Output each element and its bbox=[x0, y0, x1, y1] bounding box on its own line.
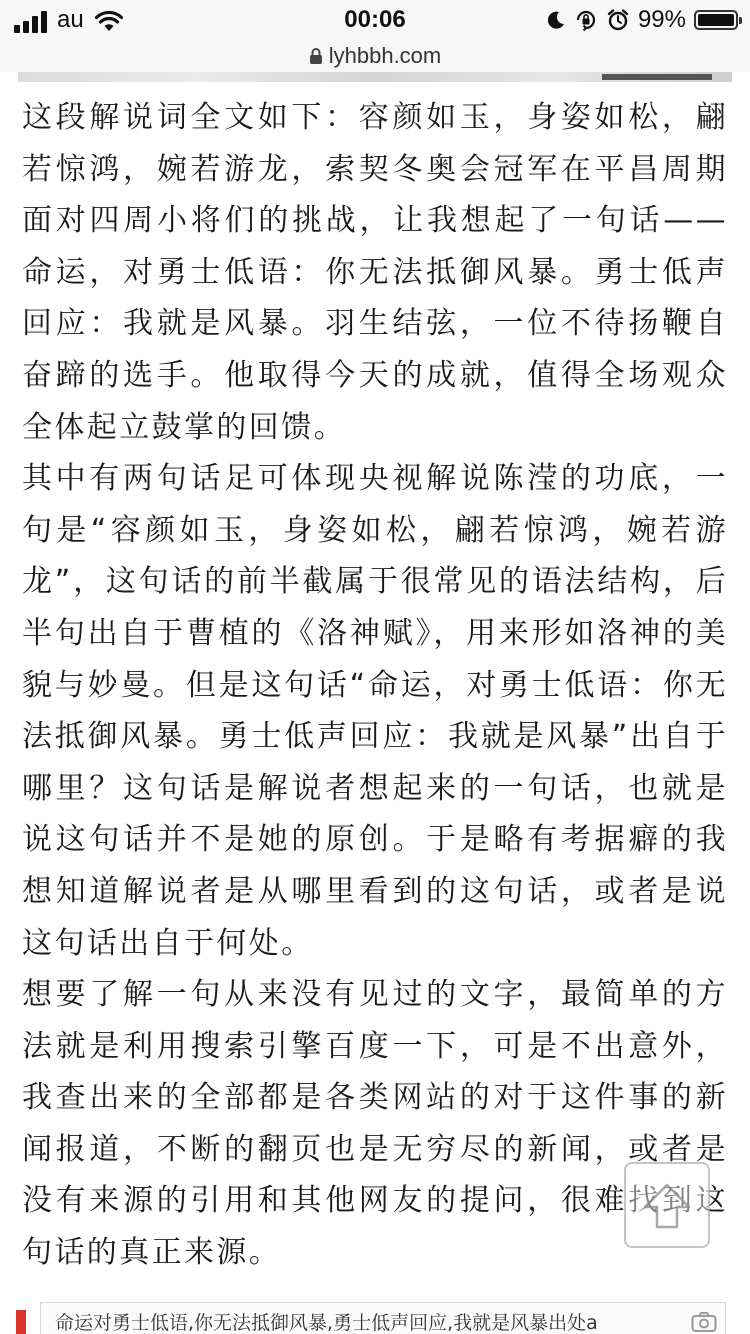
address-bar[interactable] bbox=[0, 40, 750, 72]
lock-icon bbox=[309, 47, 323, 65]
back-to-top-button[interactable] bbox=[624, 1162, 710, 1248]
alarm-icon bbox=[606, 8, 630, 32]
carrier-label: au bbox=[57, 6, 84, 33]
moon-icon bbox=[546, 10, 566, 30]
battery-percent: 99% bbox=[637, 6, 686, 33]
status-bar bbox=[0, 0, 750, 40]
status-right bbox=[546, 7, 738, 33]
search-snippet-text: 命运对勇士低语,你无法抵御风暴,勇士低声回应,我就是风暴出处a bbox=[55, 1312, 598, 1334]
red-marker bbox=[16, 1310, 26, 1334]
rotation-lock-icon bbox=[574, 8, 598, 32]
article-paragraph: 其中有两句话足可体现央视解说陈滢的功底，一句是“容颜如玉，身姿如松，翩若惊鸿，婉若游龙”，这句话的前半截属于很常见的语法结构，后半句出自于曹植的《洛神赋》，用来形如洛神的美貌与妙曼。但是这句话“命运，对勇士低语：你无法抵御风暴。勇士低声回应：我就是风暴”出自于哪里？这句话是解说者想起来的一句话，也就是说这句话并不是她的原创。于是略有考据癖的我想知道解说者是从哪里看到的这句话，或者是说这句话出自于何处。 bbox=[22, 461, 728, 961]
article-paragraph: 这段解说词全文如下：容颜如玉，身姿如松，翩若惊鸿，婉若游龙，索契冬奥会冠军在平昌周期面对四周小将们的挑战，让我想起了一句话——命运，对勇士低语：你无法抵御风暴。勇士低声回应：我就是风暴。羽生结弦，一位不待扬鞭自奋蹄的选手。他取得今天的成就，值得全场观众全体起立鼓掌的回馈。 bbox=[22, 100, 728, 445]
battery-icon bbox=[694, 10, 738, 30]
article-image-partial bbox=[18, 72, 732, 82]
arrow-up-icon bbox=[637, 1175, 697, 1235]
article-body bbox=[22, 92, 728, 1279]
article-paragraph: 想要了解一句从来没有见过的文字，最简单的方法就是利用搜索引擎百度一下，可是不出意外，我查出来的全部都是各类网站的对于这件事的新闻报道，不断的翻页也是无穷尽的新闻，或者是没有来源的引用和其他网友的提问，很难找到这句话的真正来源。 bbox=[22, 977, 728, 1271]
clock: 00:06 bbox=[344, 6, 406, 33]
search-box-snippet bbox=[40, 1302, 726, 1334]
camera-icon bbox=[691, 1311, 717, 1333]
url-text[interactable]: lyhbbh.com bbox=[328, 43, 442, 68]
battery-level bbox=[698, 14, 734, 26]
